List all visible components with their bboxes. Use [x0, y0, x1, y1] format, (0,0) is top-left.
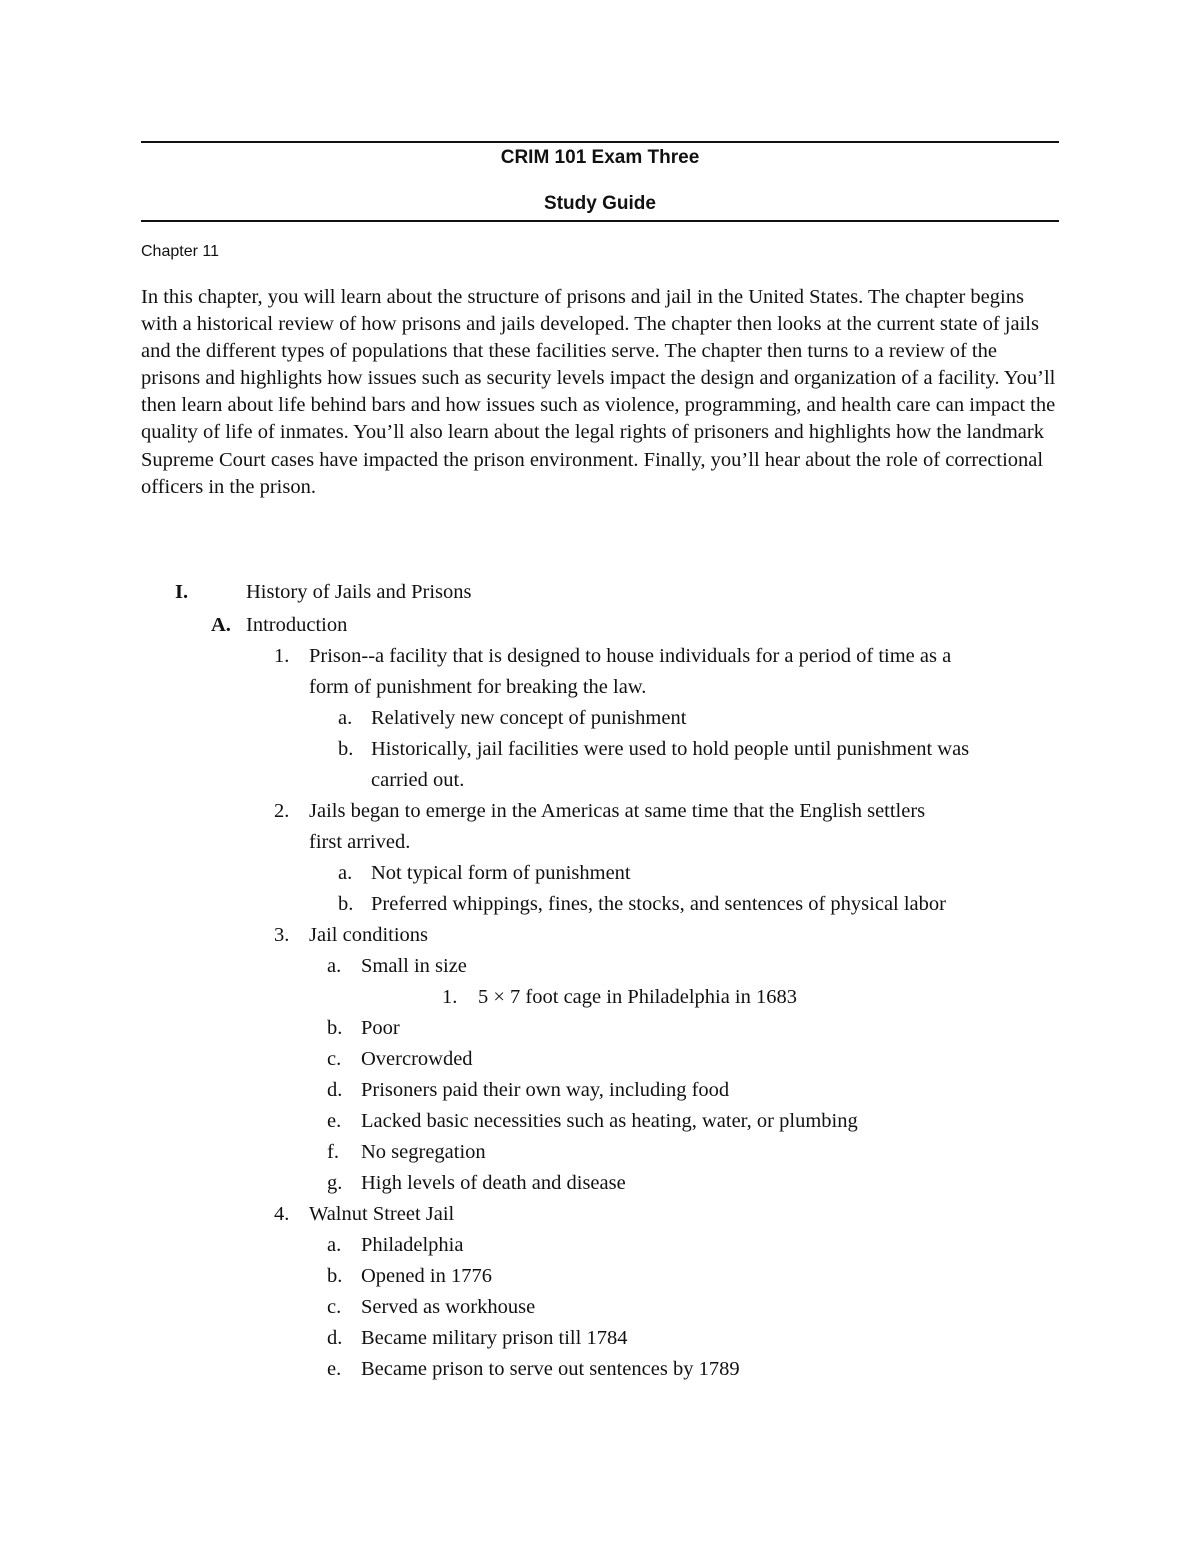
- intro-paragraph: In this chapter, you will learn about the structure of prisons and jail in the United States. The chapter begins with a historical review of how prisons and jails developed. The chapter then looks at the current state of jails and the different types of populations that these facilities serve. The chapter then turns to a review of the prisons and highlights how issues such as security levels impact the design and organization of a facility. You’ll then learn about life behind bars and how issues such as violence, programming, and health care can impact the quality of life of inmates. You’ll also learn about the legal rights of prisoners and highlights how the landmark Supreme Court cases have impacted the prison environment. Finally, you’ll hear about the role of correctional officers in the prison.: [141, 286, 1056, 498]
- sub-list-marker: e.: [327, 1358, 342, 1380]
- sub-list-text: Relatively new concept of punishment: [371, 707, 687, 729]
- sub-list-text: Preferred whippings, fines, the stocks, and sentences of physical labor: [371, 893, 946, 915]
- sub-list-text: carried out.: [371, 769, 465, 791]
- sub-list-text: Lacked basic necessities such as heating, water, or plumbing: [361, 1110, 858, 1132]
- sub-list-marker: b.: [338, 738, 354, 760]
- list-item-text: Prison--a facility that is designed to house individuals for a period of time as a: [309, 645, 952, 667]
- list-item-text: Walnut Street Jail: [309, 1203, 455, 1225]
- section-title: History of Jails and Prisons: [246, 581, 472, 603]
- list-item-marker: 2.: [274, 800, 290, 822]
- sub-list-text: Opened in 1776: [361, 1265, 492, 1287]
- sub-list-marker: e.: [327, 1110, 342, 1132]
- list-item-text: form of punishment for breaking the law.: [309, 676, 647, 698]
- sub-list-marker: f.: [327, 1141, 339, 1163]
- subsection-marker: A.: [211, 614, 231, 636]
- list-item-text: Jail conditions: [309, 924, 429, 946]
- header-bottom-rule: [141, 220, 1059, 222]
- sub-list-marker: b.: [338, 893, 354, 915]
- list-item-marker: 4.: [274, 1203, 290, 1225]
- sub-list-marker: a.: [338, 862, 353, 884]
- sub-list-text: Became prison to serve out sentences by 1789: [361, 1358, 740, 1380]
- sub-list-marker: b.: [327, 1265, 343, 1287]
- list-item-text: first arrived.: [309, 831, 411, 853]
- sub-list-marker: a.: [327, 955, 342, 977]
- nested-list-marker: 1.: [442, 986, 458, 1008]
- nested-list-text: 5 × 7 foot cage in Philadelphia in 1683: [478, 986, 798, 1008]
- sub-list-marker: d.: [327, 1327, 343, 1349]
- sub-list-marker: d.: [327, 1079, 343, 1101]
- header-top-rule: [141, 141, 1059, 143]
- sub-list-marker: c.: [327, 1048, 342, 1070]
- document-subtitle: Study Guide: [544, 193, 656, 214]
- section-marker: I.: [175, 581, 189, 603]
- sub-list-marker: a.: [338, 707, 353, 729]
- list-item-marker: 3.: [274, 924, 290, 946]
- sub-list-marker: g.: [327, 1172, 343, 1194]
- sub-list-text: Became military prison till 1784: [361, 1327, 628, 1349]
- sub-list-text: Small in size: [361, 955, 467, 977]
- sub-list-text: Served as workhouse: [361, 1296, 536, 1318]
- sub-list-marker: a.: [327, 1234, 342, 1256]
- sub-list-text: Philadelphia: [361, 1234, 464, 1256]
- document-title: CRIM 101 Exam Three: [500, 147, 700, 168]
- sub-list-text: No segregation: [361, 1141, 486, 1163]
- sub-list-marker: c.: [327, 1296, 342, 1318]
- sub-list-text: Overcrowded: [361, 1048, 473, 1070]
- sub-list-text: High levels of death and disease: [361, 1172, 626, 1194]
- list-item-text: Jails began to emerge in the Americas at same time that the English settlers: [309, 800, 926, 822]
- sub-list-marker: b.: [327, 1017, 343, 1039]
- chapter-label: Chapter 11: [141, 243, 219, 260]
- sub-list-text: Poor: [361, 1017, 400, 1039]
- subsection-title: Introduction: [246, 614, 348, 636]
- sub-list-text: Not typical form of punishment: [371, 862, 631, 884]
- list-item-marker: 1.: [274, 645, 290, 667]
- sub-list-text: Historically, jail facilities were used to hold people until punishment was: [371, 738, 970, 760]
- sub-list-text: Prisoners paid their own way, including food: [361, 1079, 730, 1101]
